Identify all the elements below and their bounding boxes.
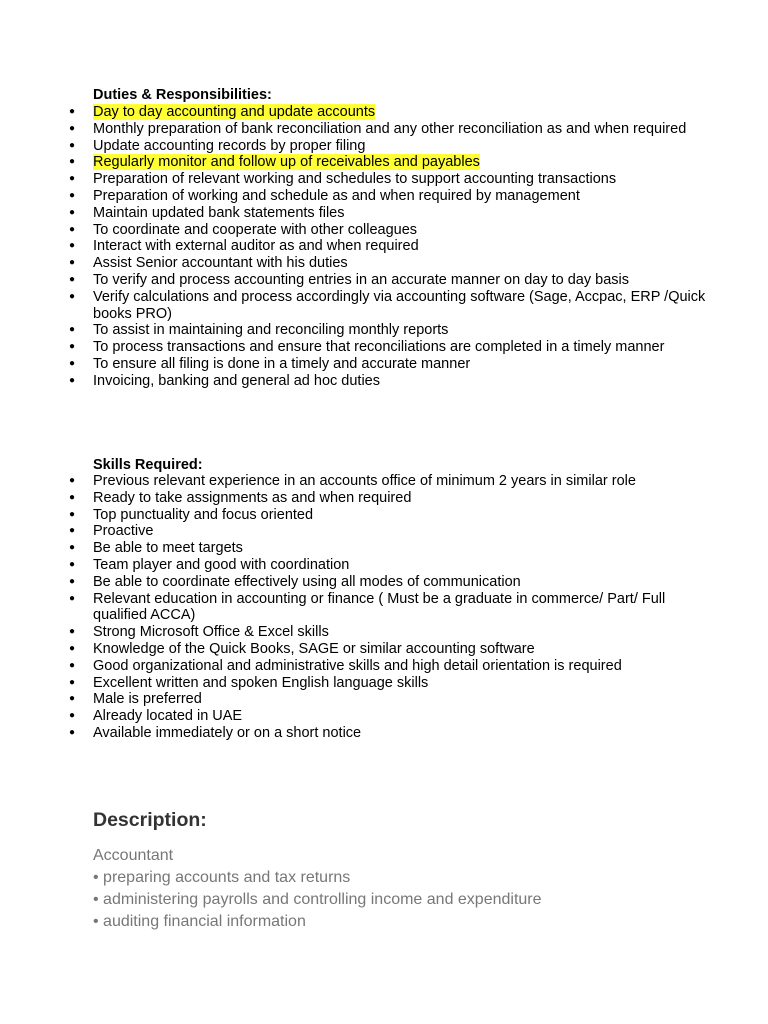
duties-list: [0, 104, 768, 390]
list-item: [0, 691, 768, 708]
bullet-icon: ●: [68, 173, 76, 185]
bullet-icon: ●: [68, 542, 76, 554]
list-item-text: To verify and process accounting entries in an accurate manner on day to day basis: [93, 271, 629, 288]
list-item-text: Strong Microsoft Office & Excel skills: [93, 624, 329, 641]
list-item: [0, 507, 768, 524]
bullet-icon: ●: [68, 139, 76, 151]
list-item-text: Interact with external auditor as and when required: [93, 238, 419, 255]
bullet-icon: ●: [68, 156, 76, 168]
list-item: [0, 356, 768, 373]
skills-list: [0, 473, 768, 742]
list-item-text: Male is preferred: [93, 691, 202, 708]
bullet-icon: ●: [68, 240, 76, 252]
list-item-text: Verify calculations and process accordingly via accounting software (Sage, Accpac, ERP /Quick books PRO): [93, 288, 706, 322]
bullet-icon: ●: [68, 189, 76, 201]
bullet-icon: ●: [68, 575, 76, 587]
list-item-text: Regularly monitor and follow up of receivables and payables: [93, 154, 480, 171]
bullet-icon: ●: [68, 357, 76, 369]
list-item-text: To coordinate and cooperate with other colleagues: [93, 221, 418, 238]
list-item: [0, 658, 768, 675]
bullet-icon: ●: [68, 592, 76, 604]
list-item: [0, 289, 768, 323]
bullet-icon: ●: [68, 475, 76, 486]
description-list: [93, 867, 542, 933]
bullet-icon: ●: [68, 642, 76, 654]
list-item-text: Monthly preparation of bank reconciliation and any other reconciliation as and when required: [93, 120, 687, 137]
skills-heading: Skills Required:: [93, 457, 203, 473]
list-item: [0, 322, 768, 339]
list-item: [0, 255, 768, 272]
list-item-text: Be able to coordinate effectively using all modes of communication: [93, 573, 521, 590]
list-item: • administering payrolls and controlling income and expenditure: [93, 891, 542, 908]
list-item: • preparing accounts and tax returns: [93, 869, 351, 886]
bullet-icon: ●: [68, 257, 76, 269]
bullet-icon: ●: [68, 106, 76, 117]
list-item: [0, 624, 768, 641]
list-item: [0, 121, 768, 138]
list-item: [0, 523, 768, 540]
list-item: [0, 104, 768, 121]
list-item-text: Previous relevant experience in an accounts office of minimum 2 years in similar role: [93, 473, 636, 489]
list-item-text: Proactive: [93, 523, 154, 540]
bullet-icon: ●: [68, 558, 76, 570]
list-item-text: To assist in maintaining and reconciling monthly reports: [93, 322, 449, 339]
list-item: [0, 490, 768, 507]
list-item: [0, 574, 768, 591]
list-item-text: Assist Senior accountant with his duties: [93, 255, 348, 272]
bullet-icon: ●: [68, 324, 76, 336]
list-item-text: Ready to take assignments as and when required: [93, 489, 412, 506]
duties-heading: Duties & Responsibilities:: [93, 87, 272, 103]
list-item-text: Good organizational and administrative skills and high detail orientation is required: [93, 657, 622, 674]
bullet-icon: ●: [68, 273, 76, 285]
bullet-icon: ●: [68, 676, 76, 688]
list-item-text: To ensure all filing is done in a timely and accurate manner: [93, 355, 471, 372]
bullet-icon: ●: [68, 525, 76, 537]
bullet-icon: ●: [68, 341, 76, 353]
bullet-icon: ●: [68, 508, 76, 520]
list-item: [0, 238, 768, 255]
list-item: [0, 188, 768, 205]
list-item: [0, 154, 768, 171]
list-item: [0, 272, 768, 289]
bullet-icon: ●: [68, 374, 76, 386]
list-item-text: Be able to meet targets: [93, 540, 243, 557]
bullet-icon: ●: [68, 693, 76, 705]
bullet-icon: ●: [68, 122, 76, 134]
bullet-icon: ●: [68, 710, 76, 722]
list-item-text: Team player and good with coordination: [93, 556, 350, 573]
list-item: [0, 171, 768, 188]
list-item-text: Already located in UAE: [93, 708, 243, 725]
description-subtitle: Accountant: [93, 847, 174, 864]
list-item: • auditing financial information: [93, 913, 306, 930]
list-item-text: Available immediately or on a short notice: [93, 724, 362, 741]
list-item: [0, 641, 768, 658]
list-item: [0, 725, 768, 742]
list-item-text: Maintain updated bank statements files: [93, 204, 345, 221]
list-item: [0, 708, 768, 725]
list-item-text: Knowledge of the Quick Books, SAGE or similar accounting software: [93, 640, 535, 657]
list-item: [0, 557, 768, 574]
list-item: [0, 473, 768, 490]
list-item-text: Preparation of relevant working and schedules to support accounting transactions: [93, 171, 617, 188]
list-item: [0, 373, 768, 390]
description-heading: Description:: [93, 809, 207, 831]
list-item-text: Preparation of working and schedule as and when required by management: [93, 187, 580, 204]
list-item: [0, 591, 768, 625]
list-item: [0, 138, 768, 155]
list-item-text: Invoicing, banking and general ad hoc duties: [93, 372, 380, 389]
list-item-text: Update accounting records by proper filing: [93, 137, 366, 154]
bullet-icon: ●: [68, 290, 76, 302]
bullet-icon: ●: [68, 491, 76, 503]
bullet-icon: ●: [68, 726, 76, 738]
list-item-text: Relevant education in accounting or finance ( Must be a graduate in commerce/ Part/ Full qualified ACCA): [93, 590, 666, 624]
list-item-text: Day to day accounting and update accounts: [93, 104, 376, 120]
list-item-text: Excellent written and spoken English language skills: [93, 674, 429, 691]
bullet-icon: ●: [68, 659, 76, 671]
list-item-text: Top punctuality and focus oriented: [93, 506, 314, 523]
list-item-text: To process transactions and ensure that reconciliations are completed in a timely manner: [93, 339, 665, 356]
list-item: [0, 540, 768, 557]
bullet-icon: ●: [68, 223, 76, 235]
bullet-icon: ●: [68, 206, 76, 218]
list-item: [0, 222, 768, 239]
list-item: [0, 675, 768, 692]
bullet-icon: ●: [68, 626, 76, 638]
list-item: [0, 205, 768, 222]
list-item: [0, 339, 768, 356]
